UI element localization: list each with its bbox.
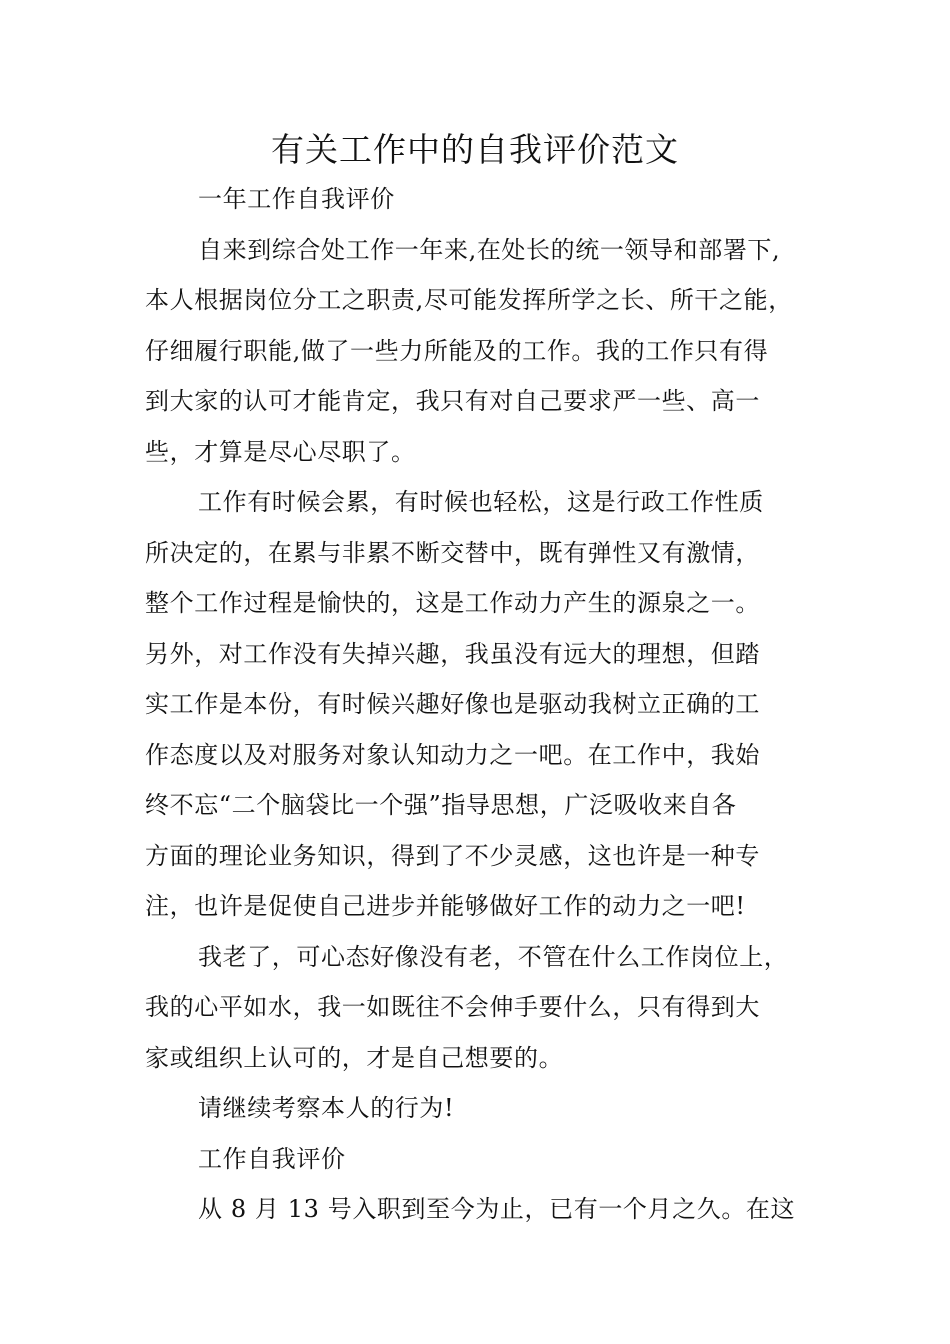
- document-body: [145, 174, 815, 1235]
- document-line: 家或组织上认可的，才是自己想要的。: [145, 1043, 564, 1072]
- document-line: 工作有时候会累，有时候也轻松，这是行政工作性质: [198, 488, 764, 516]
- document-line: 自来到综合处工作一年来,在处长的统一领导和部署下,: [198, 235, 781, 264]
- document-line: 终不忘“二个脑袋比一个强”指导思想，广泛吸收来自各: [145, 791, 737, 819]
- document-line: 些，才算是尽心尽职了。: [145, 437, 416, 466]
- document-line: 注，也许是促使自己进步并能够做好工作的动力之一吧!: [145, 892, 746, 920]
- document-line: 请继续考察本人的行为!: [198, 1094, 455, 1122]
- document-line: 作态度以及对服务对象认知动力之一吧。在工作中，我始: [145, 740, 760, 769]
- document-line: 我老了，可心态好像没有老，不管在什么工作岗位上，: [198, 942, 789, 971]
- document-line: 另外，对工作没有失掉兴趣，我虽没有远大的理想，但踏: [145, 639, 760, 668]
- document-line: 本人根据岗位分工之职责,尽可能发挥所学之长、所干之能，: [145, 286, 793, 314]
- document-line: 我的心平如水，我一如既往不会伸手要什么，只有得到大: [145, 993, 760, 1021]
- document-line: 仔细履行职能,做了一些力所能及的工作。我的工作只有得: [145, 336, 769, 365]
- document-line: 方面的理论业务知识，得到了不少灵感，这也许是一种专: [145, 841, 760, 870]
- document-line: 工作自我评价: [198, 1144, 346, 1173]
- document-line: 实工作是本份，有时候兴趣好像也是驱动我树立正确的工: [145, 690, 760, 718]
- document-line: 从 8 月 13 号入职到至今为止，已有一个月之久。在这: [198, 1195, 796, 1223]
- document-line: 到大家的认可才能肯定，我只有对自己要求严一些、高一: [145, 387, 760, 415]
- document-line: 一年工作自我评价: [198, 185, 395, 213]
- document-title: 有关工作中的自我评价范文: [271, 130, 679, 169]
- document-line: 所决定的，在累与非累不断交替中，既有弹性又有激情，: [145, 538, 760, 567]
- document-line: 整个工作过程是愉快的，这是工作动力产生的源泉之一。: [145, 589, 760, 617]
